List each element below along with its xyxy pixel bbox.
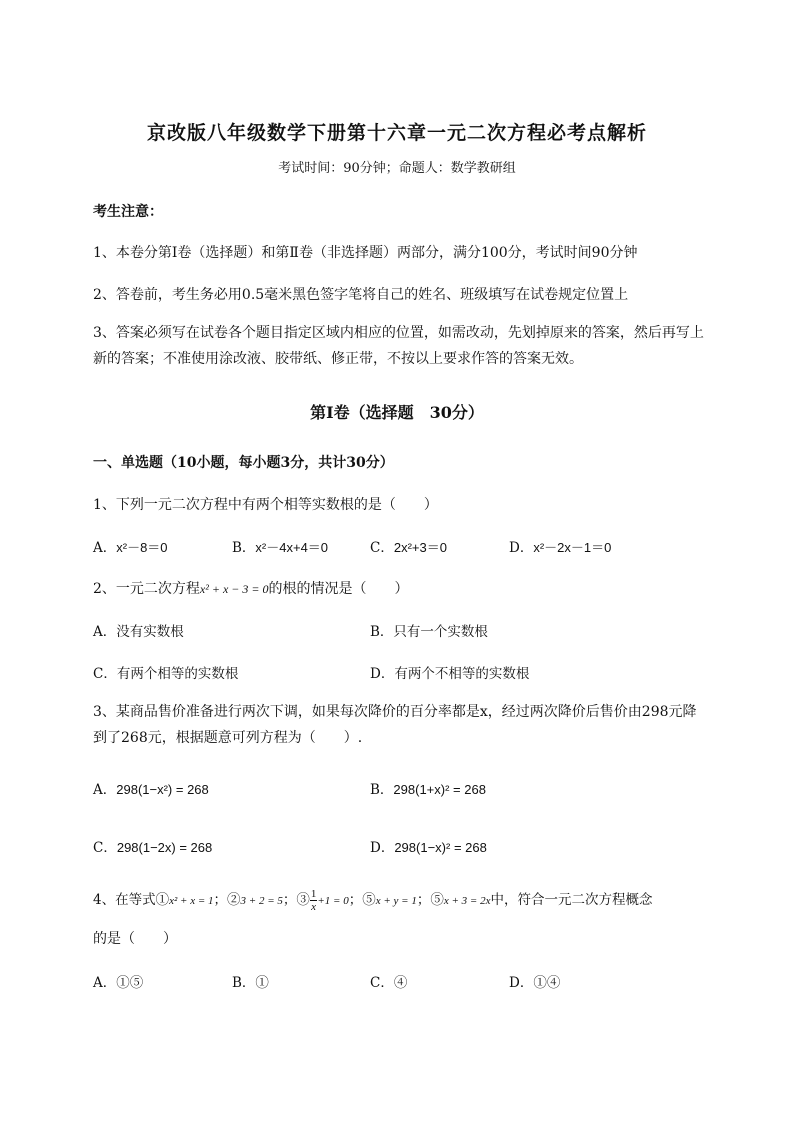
q4-mark-5: ；⑤ [416,892,444,908]
option-text: 有两个不相等的实数根 [394,666,530,682]
exam-info: 考试时间：90分钟；命题人：数学教研组 [278,161,516,176]
q4-option-a[interactable] [93,971,143,991]
q2-option-a[interactable] [93,620,184,640]
option-label: C． [93,666,117,682]
page-title: 京改版八年级数学下册第十六章一元二次方程必考点解析 [146,122,647,144]
option-label: C． [370,975,394,991]
option-label: B． [370,782,394,798]
option-expr: x²－2x－1＝0 [533,540,612,555]
q4-eq-2: 3 + 2 = 5 [240,895,283,907]
q2-stem-before: 2、一元二次方程 [93,581,200,597]
q4-option-d[interactable] [509,971,560,991]
q2-option-d[interactable] [370,662,529,682]
q1-option-d[interactable] [509,536,611,556]
notice-heading: 考生注意： [93,204,163,220]
q3-option-a[interactable] [93,778,209,798]
option-expr: 2x²+3＝0 [393,540,447,555]
question-4-stem [93,888,652,913]
option-expr: 298(1−x²) = 268 [116,782,209,797]
option-expr: x²－4x+4＝0 [255,540,329,555]
q4-eq-4: x + y = 1 [375,895,417,907]
q2-stem-after: 的根的情况是（ ） [268,581,409,597]
question-1-stem: 1、下列一元二次方程中有两个相等实数根的是（ ） [93,497,438,513]
option-label: A． [93,540,117,556]
q3-option-d[interactable] [370,836,487,856]
option-label: B． [370,624,394,640]
q3-option-b[interactable] [370,778,486,798]
fraction-denominator: x [311,901,317,913]
q4-mark-4: ；⑤ [348,892,376,908]
option-text: ④ [393,975,408,991]
option-label: A． [93,624,117,640]
section-title: 第I卷（选择题 30分） [310,403,484,422]
q4-eq-1: x² + x = 1 [169,895,214,907]
fraction-numerator: 1 [310,888,317,900]
q4-mark-2: ；② [213,892,241,908]
option-label: B． [232,975,256,991]
q1-option-a[interactable] [93,536,168,556]
q4-eq-3: +1 = 0 [317,895,349,907]
option-expr: x²－8＝0 [116,540,168,555]
option-label: A． [93,782,117,798]
option-text: ①⑤ [116,975,144,991]
option-text: 只有一个实数根 [393,624,488,640]
q2-option-c[interactable] [93,662,238,682]
question-2-stem [93,578,408,598]
notice-item-1: 1、本卷分第I卷（选择题）和第Ⅱ卷（非选择题）两部分，满分100分，考试时间90分钟 [93,245,638,261]
option-label: D． [370,840,395,856]
q4-mark-1: ① [155,892,170,908]
option-label: D． [370,666,395,682]
option-expr: 298(1−x)² = 268 [394,840,487,855]
q2-equation: x² + x − 3 = 0 [199,582,269,596]
q1-option-c[interactable] [370,536,447,556]
q4-prefix: 4、在等式 [93,892,156,908]
option-expr: 298(1+x)² = 268 [393,782,486,797]
q1-option-b[interactable] [232,536,328,556]
q3-option-c[interactable] [93,836,212,856]
option-text: ① [255,975,269,991]
option-text: 没有实数根 [116,624,184,640]
option-label: C． [93,840,117,856]
q4-eq-5: x + 3 = 2x [443,895,491,907]
q4-mark-3: ；③ [282,892,310,908]
q4-option-c[interactable] [370,971,407,991]
option-label: B． [232,540,256,556]
question-3-stem: 3、某商品售价准备进行两次下调，如果每次降价的百分率都是x，经过两次降价后售价由298元降到了268元，根据题意可列方程为（ ）. [93,704,697,746]
part-title: 一、单选题（10小题，每小题3分，共计30分） [93,455,394,471]
notice-item-3: 3、答案必须写在试卷各个题目指定区域内相应的位置，如需改动，先划掉原来的答案，然后再写上新的答案；不准使用涂改液、胶带纸、修正带，不按以上要求作答的答案无效。 [93,325,704,367]
option-label: D． [509,975,534,991]
option-text: ①④ [533,975,561,991]
option-text: 有两个相等的实数根 [116,666,239,682]
option-label: A． [93,975,117,991]
option-label: D． [509,540,534,556]
q4-option-b[interactable] [232,971,269,991]
q2-option-b[interactable] [370,620,488,640]
notice-item-2: 2、答卷前，考生务必用0.5毫米黑色签字笔将自己的姓名、班级填写在试卷规定位置上 [93,287,629,303]
question-4-stem-line2: 的是（ ） [93,931,177,947]
option-label: C． [370,540,394,556]
option-expr: 298(1−2x) = 268 [116,840,213,855]
q4-stem-tail: 中，符合一元二次方程概念 [490,892,653,908]
